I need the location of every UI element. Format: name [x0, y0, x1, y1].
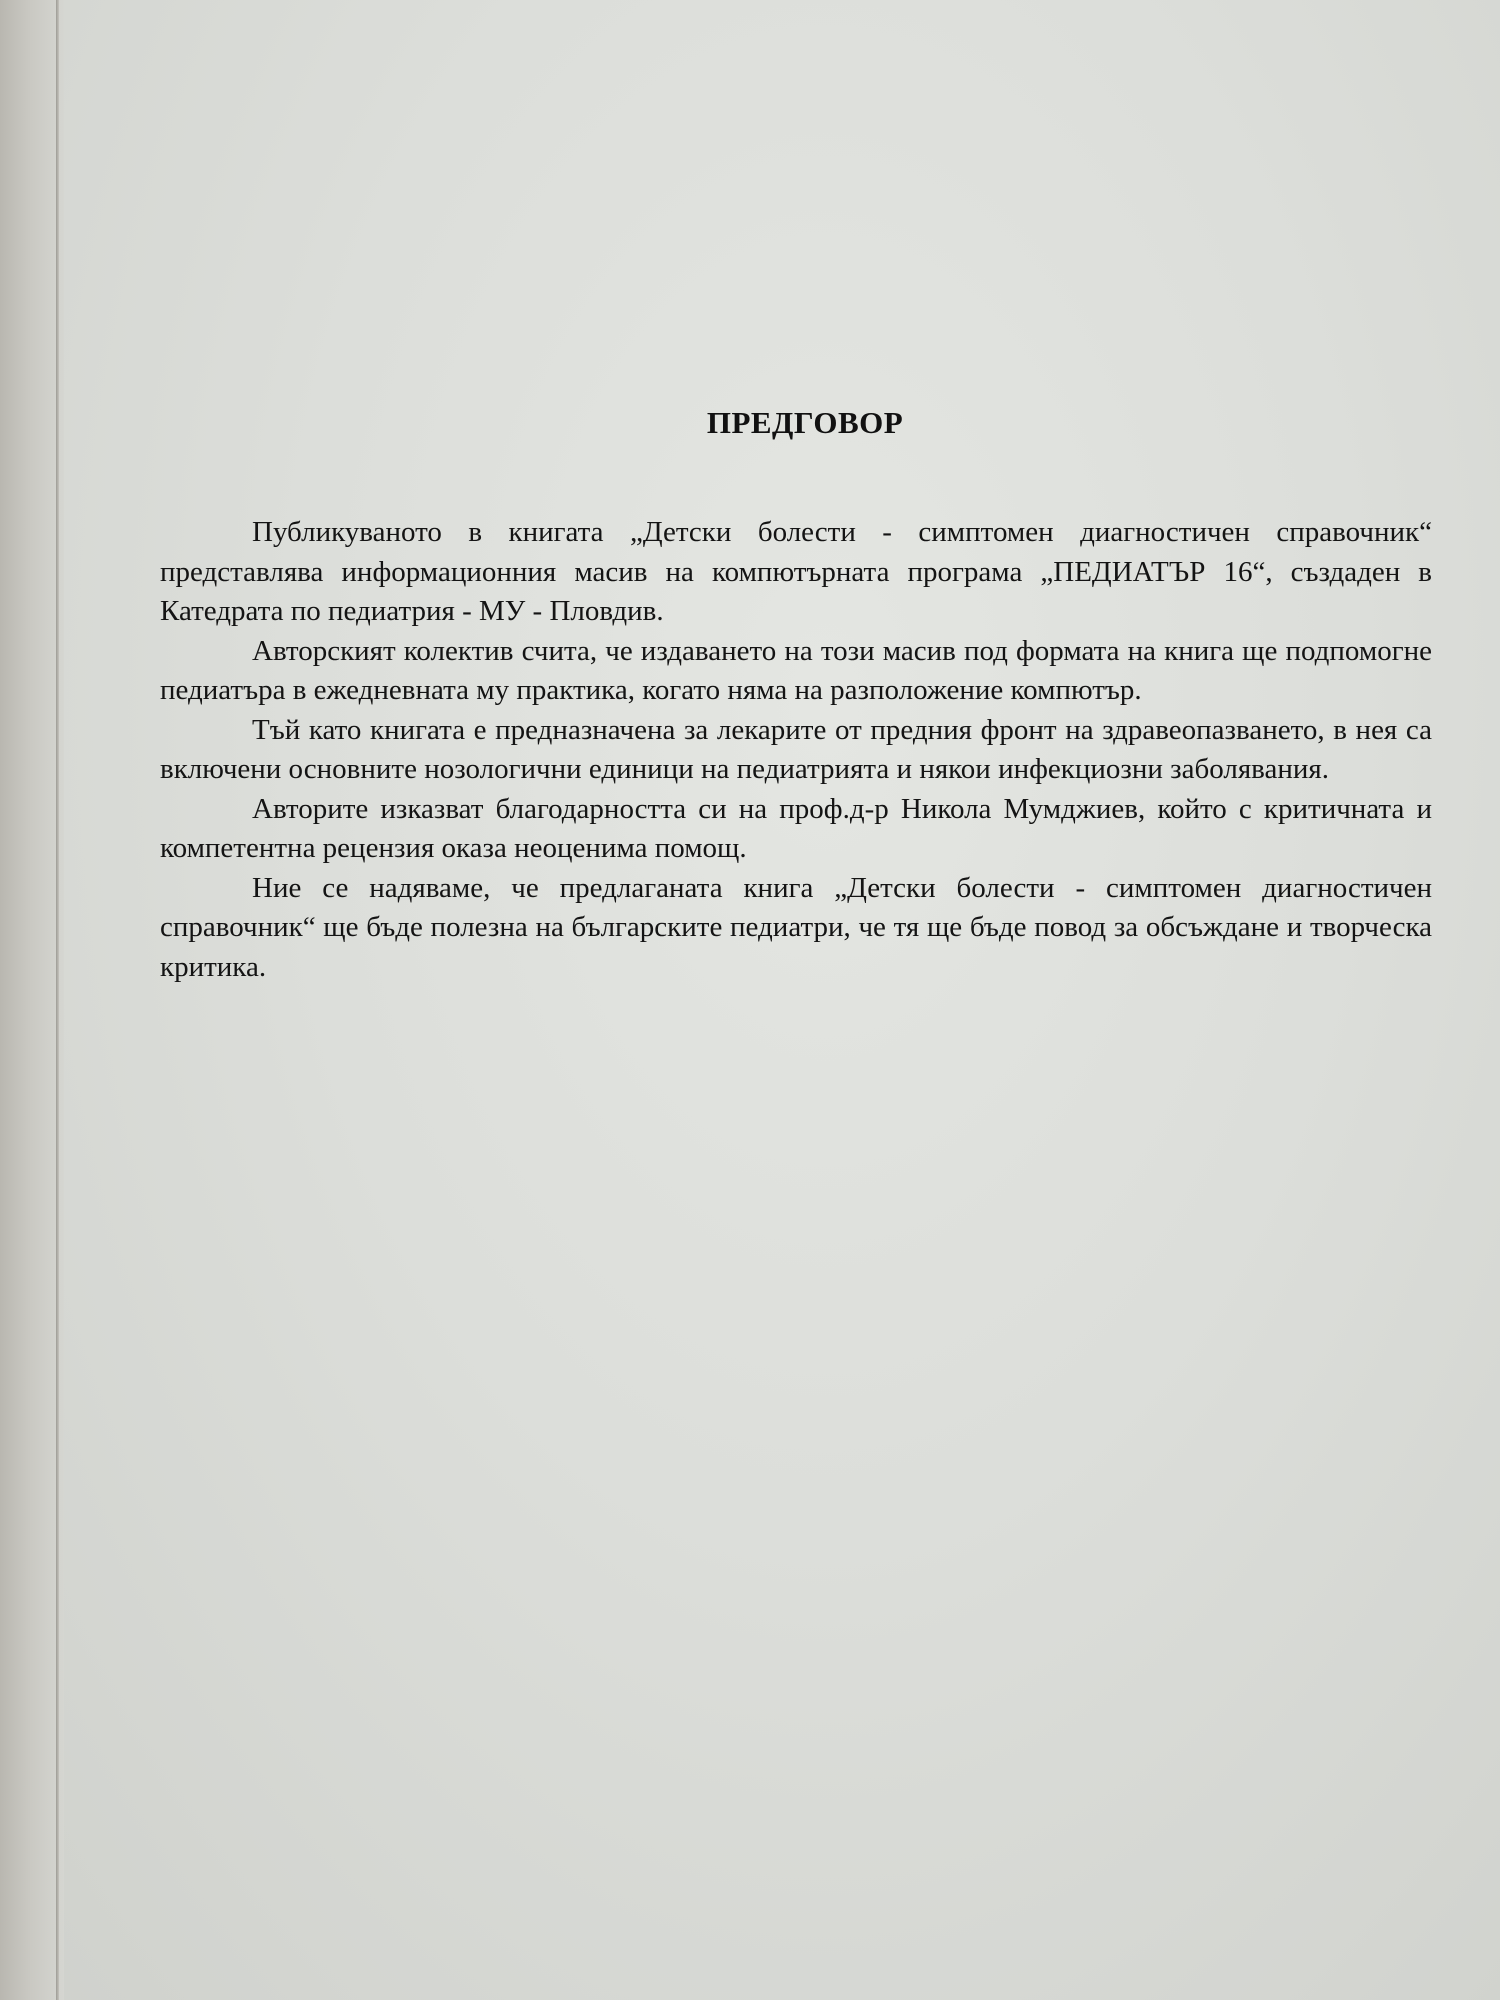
paragraph-3: Тъй като книгата е предназначена за лекарите от предния фронт на здравеопазването, в нея са включени основните нозологични единици на педиатрията и някои инфекциозни заболявания.	[160, 713, 1432, 785]
book-spine-edge	[56, 0, 59, 2000]
book-gutter-shadow	[0, 0, 64, 2000]
paragraph-2: Авторският колектив счита, че издаването на този масив под формата на книга ще подпомогне педиатъра в ежедневната му практика, когато няма на разположение компютър.	[160, 634, 1432, 706]
paragraph-4: Авторите изказват благодарността си на проф.д-р Никола Мумджиев, който с критичната и компетентна рецензия оказа неоценима помощ.	[160, 792, 1432, 864]
paragraph-1: Публикуваното в книгата „Детски болести - симптомен диагностичен справочник“ представлява информационния масив на компютърната програма „ПЕДИАТЪР 16“, създаден в Катедрата по педиатрия - МУ - Пловдив.	[160, 516, 1432, 627]
page-title: ПРЕДГОВОР	[706, 405, 904, 440]
paragraph-5: Ние се надяваме, че предлаганата книга „Детски болести - симптомен диагностичен справочник“ ще бъде полезна на българските педиатри, че тя ще бъде повод за обсъждане и творческа критика.	[160, 871, 1432, 983]
page-text-block	[160, 405, 1432, 987]
